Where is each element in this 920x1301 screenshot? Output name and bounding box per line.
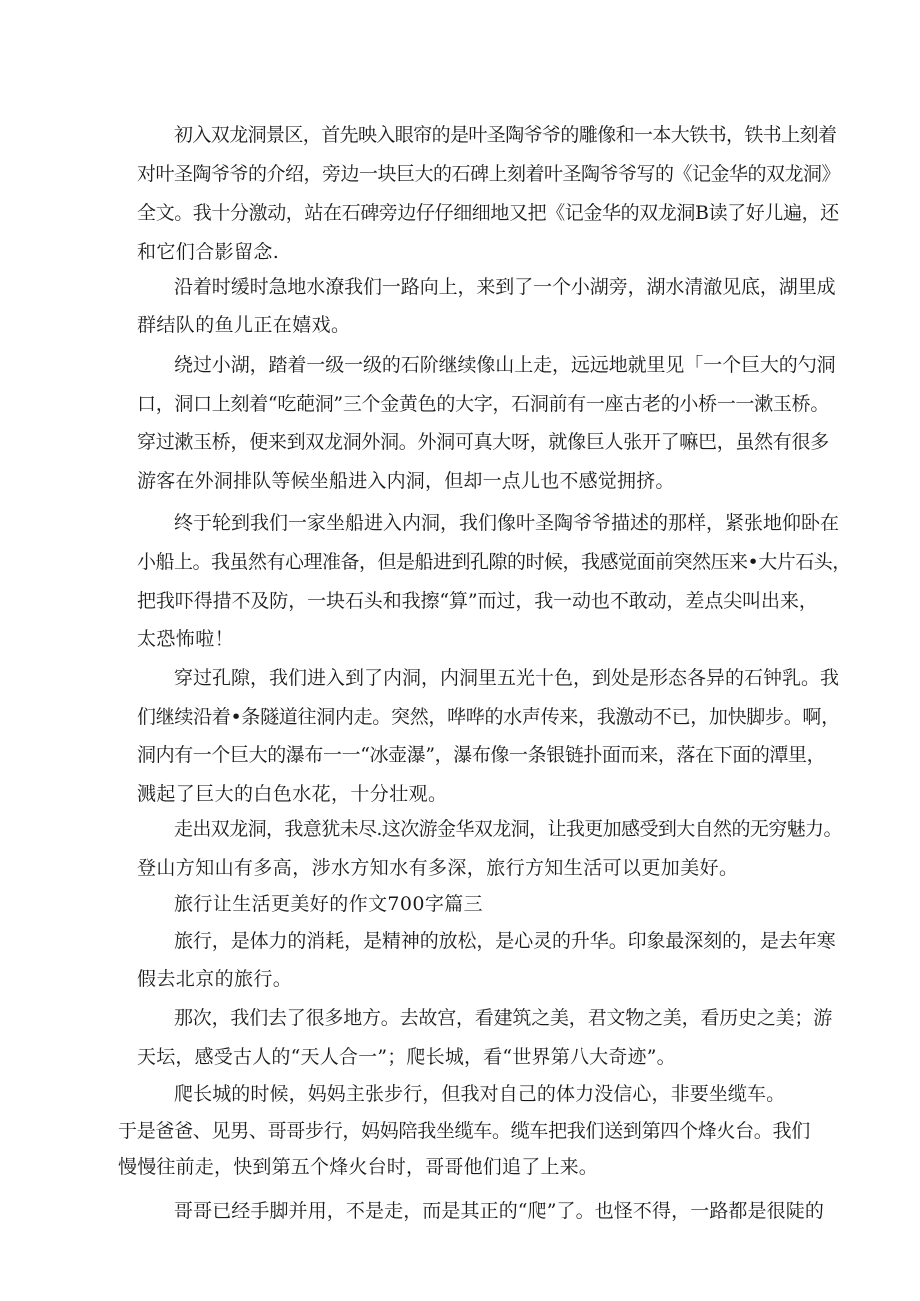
text-line: 旅行，是体力的消耗，是精神的放松，是心灵的升华。印象最深刻的，是去年寒 xyxy=(174,930,836,952)
text-line: 于是爸爸、见男、哥哥步行，妈妈陪我坐缆车。缆车把我们送到第四个烽火台。我们 xyxy=(118,1120,810,1142)
paragraph-9: 爬长城的时候，妈妈主张步行，但我对自己的体力没信心，非要坐缆车。 xyxy=(174,1083,786,1105)
text-line: 那次，我们去了很多地方。去故宫，看建筑之美，君文物之美，看历史之美；游 xyxy=(174,1007,833,1029)
text-line: 绕过小湖，踏着一级一级的石阶继续像山上走，远远地就里见「一个巨大的勺洞 xyxy=(174,354,836,376)
text-line: 小船上。我虽然有心理准备，但是船进到孔隙的时候，我感觉面前突然压来•大片石头， xyxy=(137,551,851,573)
text-line: 游客在外洞排队等候坐船进入内洞，但却一点儿也不感觉拥挤。 xyxy=(137,470,675,492)
text-line: 群结队的鱼儿正在嬉戏。 xyxy=(137,314,351,336)
paragraph-11: 哥哥已经手脚并用，不是走，而是其正的“爬”了。也怪不得，一路都是很陡的 xyxy=(174,1200,824,1222)
text-line: 穿过孔隙，我们进入到了内洞，内洞里五光十色，到处是形态各异的石钟乳。我 xyxy=(174,667,840,689)
text-line: 溅起了巨大的白色水花，十分壮观。 xyxy=(137,783,448,805)
text-line: 走出双龙洞，我意犹未尽.这次游金华双龙洞，让我更加感受到大自然的无穷魅力。 xyxy=(174,818,842,840)
text-line: 穿过漱玉桥，便来到双龙洞外洞。外洞可真大呀，就像巨人张开了嘛巴，虽然有很多 xyxy=(137,431,829,453)
text-line: 对叶圣陶爷爷的介绍，旁边一块巨大的石碑上刻着叶圣陶爷爷写的《记金华的双龙洞》 xyxy=(137,163,841,185)
text-line: 洞内有一个巨大的瀑布一一“冰壶瀑”，瀑布像一条银链扑面而来，落在下面的潭里， xyxy=(137,744,826,766)
text-line: 慢慢往前走，快到第五个烽火台时，哥哥他们追了上来。 xyxy=(118,1156,599,1178)
text-line: 把我吓得措不及防，一块石头和我擦“算”而过，我一动也不敢动，差点尖叫出来， xyxy=(137,590,818,612)
text-line: 沿着时缓时急地水潦我们一路向上，来到了一个小湖旁，湖水清澈见底，湖里成 xyxy=(174,276,836,298)
text-line: 全文。我十分激动，站在石碑旁边仔仔细细地又把《记金华的双龙洞B读了好儿遍，还 xyxy=(137,202,839,224)
text-line: 口，洞口上刻着“吃葩洞”三个金黄色的大字，石洞前有一座古老的小桥一一漱玉桥。 xyxy=(137,393,830,415)
text-line: 们继续沿着•条隧道往洞内走。突然，哗哗的水声传来，我激动不已，加快脚步。啊， xyxy=(137,706,840,728)
text-line: 登山方知山有多高，涉水方知水有多深，旅行方知生活可以更加美好。 xyxy=(137,857,739,879)
text-line: 假去北京的旅行。 xyxy=(137,968,293,990)
text-line: 和它们合影留念. xyxy=(137,241,280,263)
text-line: 终于轮到我们一家坐船进入内洞，我们像叶圣陶爷爷描述的那样，紧张地仰卧在 xyxy=(174,512,840,534)
text-line: 太恐怖啦！ xyxy=(137,628,235,650)
text-line: 初入双龙洞景区，首先映入眼帘的是叶圣陶爷爷的雕像和一本大铁书，铁书上刻着 xyxy=(174,124,837,146)
section-heading: 旅行让生活更美好的作文700字篇三 xyxy=(174,893,484,915)
text-line: 天坛，感受古人的“天人合一”；爬长城，看“世界第八大奇迹”。 xyxy=(137,1046,676,1068)
